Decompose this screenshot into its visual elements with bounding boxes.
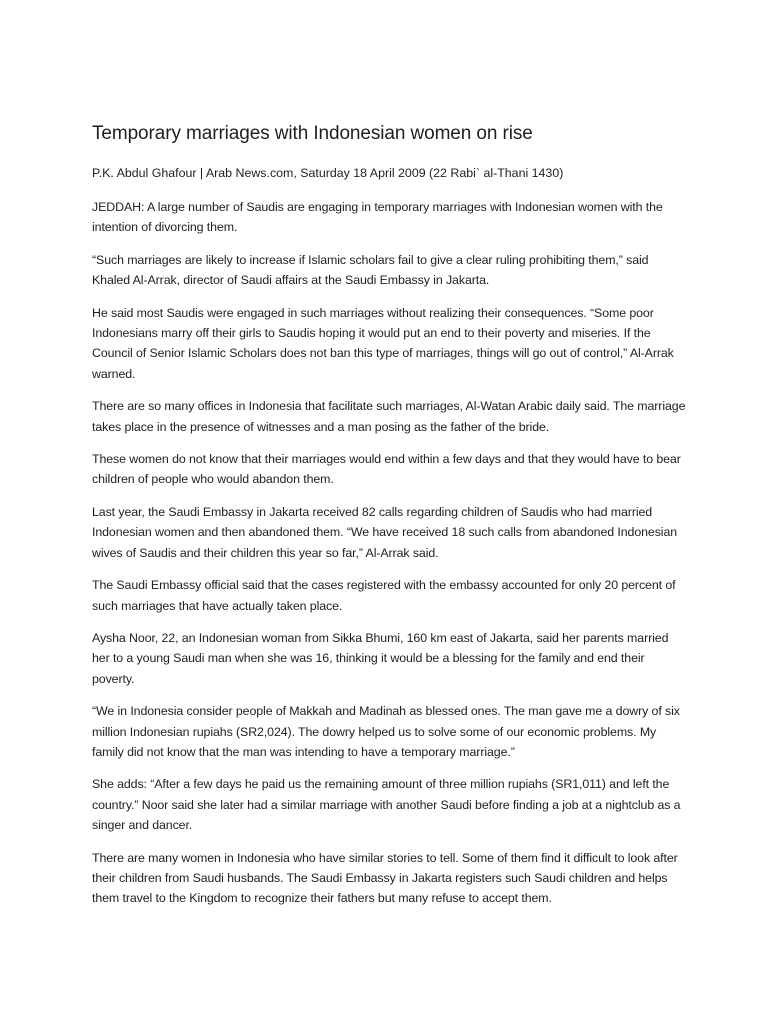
article-paragraph: He said most Saudis were engaged in such marriages without realizing their consequences. “Some poor Indonesians marry off their girls to Saudis hoping it would put an end to their poverty and miseries. If the Council of Senior Islamic Scholars does not ban this type of marriages, things will go out of control,” Al-Arrak warned. [92, 305, 674, 381]
article-title: Temporary marriages with Indonesian women on rise [92, 123, 533, 144]
article-paragraph: She adds: “After a few days he paid us the remaining amount of three million rupiahs (SR1,011) and left the country.” Noor said she later had a similar marriage with another Saudi before finding a job at a nightclub as a singer and dancer. [92, 777, 681, 833]
article-paragraph: Aysha Noor, 22, an Indonesian woman from Sikka Bhumi, 160 km east of Jakarta, said her parents married her to a young Saudi man when she was 16, thinking it would be a blessing for the family and end their poverty. [92, 630, 669, 686]
article-paragraph: There are so many offices in Indonesia that facilitate such marriages, Al-Watan Arabic daily said. The marriage takes place in the presence of witnesses and a man posing as the father of the bride. [92, 399, 686, 434]
article-paragraph: Last year, the Saudi Embassy in Jakarta received 82 calls regarding children of Saudis who had married Indonesian women and then abandoned them. “We have received 18 such calls from abandoned Indonesian wives of Saudis and their children this year so far,” Al-Arrak said. [92, 504, 678, 560]
article-paragraph: There are many women in Indonesia who have similar stories to tell. Some of them find it difficult to look after their children from Saudi husbands. The Saudi Embassy in Jakarta registers such Saudi children and helps them travel to the Kingdom to recognize their fathers but many refuse to accept them. [92, 850, 678, 906]
article-paragraph: JEDDAH: A large number of Saudis are engaging in temporary marriages with Indonesian women with the intention of divorcing them. [92, 200, 663, 235]
article-paragraph: The Saudi Embassy official said that the cases registered with the embassy accounted for only 20 percent of such marriages that have actually taken place. [92, 578, 676, 613]
article-paragraph: “Such marriages are likely to increase if Islamic scholars fail to give a clear ruling prohibiting them,” said Khaled Al-Arrak, director of Saudi affairs at the Saudi Embassy in Jakarta. [92, 252, 649, 288]
article-byline: P.K. Abdul Ghafour | Arab News.com, Saturday 18 April 2009 (22 Rabi` al-Thani 1430) [92, 166, 564, 180]
article-body [92, 197, 688, 909]
article-paragraph: These women do not know that their marriages would end within a few days and that they would have to bear children of people who would abandon them. [92, 452, 681, 487]
article-paragraph: “We in Indonesia consider people of Makkah and Madinah as blessed ones. The man gave me a dowry of six million Indonesian rupiahs (SR2,024). The dowry helped us to solve some of our economic problems. My family did not know that the man was intending to have a temporary marriage.” [92, 704, 680, 759]
